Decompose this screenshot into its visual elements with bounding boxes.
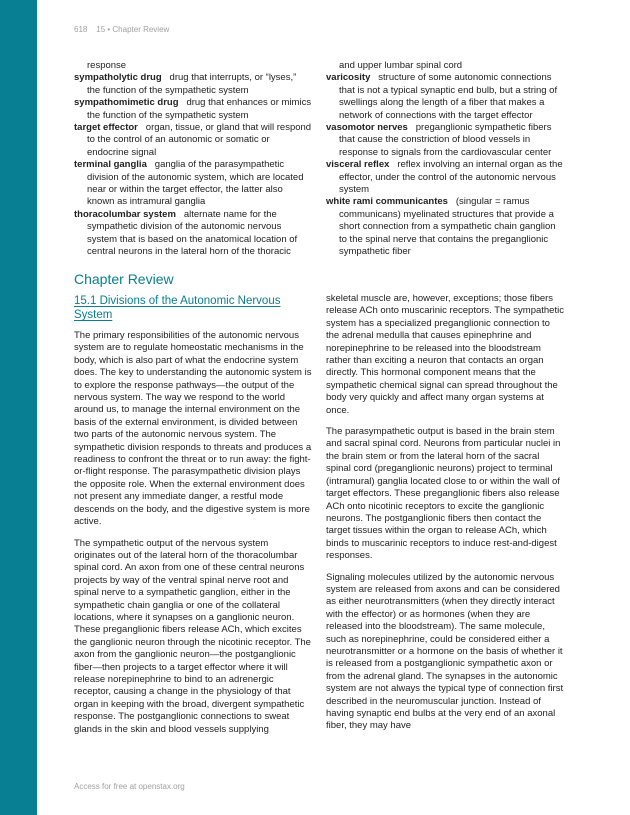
glossary-term: visceral reflex [326, 159, 390, 171]
review-right-column [326, 293, 564, 742]
glossary-term: thoracolumbar system [74, 208, 176, 220]
glossary-definition: (singular = ramus communicans) myelinated structures that provide a short connection from a sympathetic chain ganglion to the spinal nerve that contains the preganglionic sympathetic fiber [339, 196, 556, 258]
glossary-definition: ganglia of the parasympathetic division of the autonomic system, which are located near or within the target effector, the latter also known as intramural ganglia [87, 159, 304, 208]
glossary-definition: reflex involving an internal organ as the effector, under the control of the autonomic nervous system [339, 159, 563, 196]
glossary-entry [74, 159, 312, 209]
glossary-term: sympathomimetic drug [74, 97, 179, 109]
body-paragraph: The primary responsibilities of the autonomic nervous system are to regulate homeostatic mechanisms in the body, which is also part of what the endocrine system does. The key to understanding the autonomic system is to explore the response pathways—the output of the nervous system. The way we respond to the world around us, to manage the internal environment on the basis of the external environment, is divided between two parts of the autonomic nervous system. The sympathetic division responds to threats and produces a readiness to confront the threat or to run away: the fight-or-flight response. The parasympathetic division plays the opposite role. When the external environment does not present any immediate danger, a restful mode descends on the body, and the digestive system is more active. [74, 330, 312, 528]
footer-access-text[interactable]: Access for free at openstax.org [74, 782, 185, 791]
glossary-definition: response [87, 60, 127, 71]
body-paragraph: skeletal muscle are, however, exceptions; those fibers release ACh onto muscarinic receptors. The sympathetic system has a specialized preganglionic connection to the adrenal medulla that causes epinephrine and norepinephrine to be released into the bloodstream rather than exciting a neuron that contacts an organ directly. This hormonal component means that the sympathetic chemical signal can spread throughout the body very quickly and affect many organ systems at once. [326, 293, 564, 416]
chapter-label: 15 • Chapter Review [96, 25, 170, 34]
glossary-left-column [74, 60, 312, 259]
section-heading-link[interactable]: 15.1 Divisions of the Autonomic Nervous System [74, 295, 281, 321]
glossary-entry [326, 122, 564, 159]
chapter-review-heading: Chapter Review [74, 271, 174, 287]
glossary-definition: organ, tissue, or gland that will respond to the control of an autonomic or somatic or endocrine signal [87, 122, 312, 158]
glossary-entry [326, 159, 564, 196]
glossary-entry [74, 60, 312, 72]
glossary-definition: drug that interrupts, or “lyses,” the function of the sympathetic system [87, 72, 297, 96]
glossary-entry [74, 122, 312, 159]
glossary-entry [326, 196, 564, 258]
glossary-entry [74, 72, 312, 97]
body-paragraph: The sympathetic output of the nervous system originates out of the lateral horn of the thoracolumbar spinal cord. An axon from one of these central neurons projects by way of the ventral spinal nerve root and spinal nerve to a sympathetic ganglion, either in the sympathetic chain ganglia or one of the collateral locations, where it synapses on a ganglionic neuron. These preganglionic fibers release ACh, which excites the ganglionic neuron through the nicotinic receptor. The axon from the ganglionic neuron—the postganglionic fiber—then projects to a target effector where it will release norepinephrine to bind to an adrenergic receptor, causing a change in the physiology of that organ in keeping with the broad, divergent sympathetic response. The postganglionic connections to sweat glands in the skin and blood vessels supplying [74, 537, 311, 735]
glossary-right-column [326, 60, 564, 259]
glossary-term: sympatholytic drug [74, 72, 162, 84]
glossary-entry [74, 97, 312, 122]
glossary-definition: alternate name for the sympathetic division of the autonomic nervous system that is based on the anatomical location of central neurons in the lateral horn of the thoracic [87, 208, 298, 258]
glossary-entry [326, 60, 564, 72]
glossary-term: varicosity [326, 72, 371, 84]
review-left-column [74, 330, 312, 745]
glossary-entry [326, 72, 564, 122]
glossary-definition: structure of some autonomic connections that is not a typical synaptic end bulb, but a string of swellings along the length of a fiber that makes a network of connections with the target effector [339, 72, 558, 121]
glossary-term: white rami communicantes [326, 196, 448, 208]
glossary-definition: drug that enhances or mimics the function of the sympathetic system [87, 97, 312, 121]
running-header [74, 25, 169, 34]
left-color-bar [0, 0, 37, 815]
glossary-term: terminal ganglia [74, 159, 147, 171]
body-paragraph: Signaling molecules utilized by the autonomic nervous system are released from axons and can be considered as either neurotransmitters (when they directly interact with the effector) or as hormones (when they are released into the bloodstream). The same molecule, such as norepinephrine, could be considered either a neurotransmitter or a hormone on the basis of whether it is released from a postganglionic sympathetic axon or from the adrenal gland. The synapses in the autonomic system are not always the typical type of connection first described in the neuromuscular junction. Instead of having synaptic end bulbs at the very end of an axonal fiber, they may have [326, 571, 564, 732]
glossary-term: vasomotor nerves [326, 122, 408, 134]
body-paragraph: The parasympathetic output is based in the brain stem and sacral spinal cord. Neurons from particular nuclei in the brain stem or from the lateral horn of the sacral spinal cord (preganglionic neurons) project to terminal (intramural) ganglia located close to or within the wall of target effectors. These preganglionic fibers also release ACh onto nicotinic receptors to excite the ganglionic neurons. The postganglionic fibers then contact the target tissues within the organ to release ACh, which binds to muscarinic receptors to induce rest-and-digest responses. [326, 426, 561, 562]
glossary-term: target effector [74, 122, 138, 134]
glossary-definition: preganglionic sympathetic fibers that cause the constriction of blood vessels in response to signals from the cardiovascular center [339, 122, 552, 158]
glossary-entry [74, 209, 312, 259]
page-number: 618 [74, 25, 88, 34]
glossary-definition: and upper lumbar spinal cord [339, 60, 463, 71]
